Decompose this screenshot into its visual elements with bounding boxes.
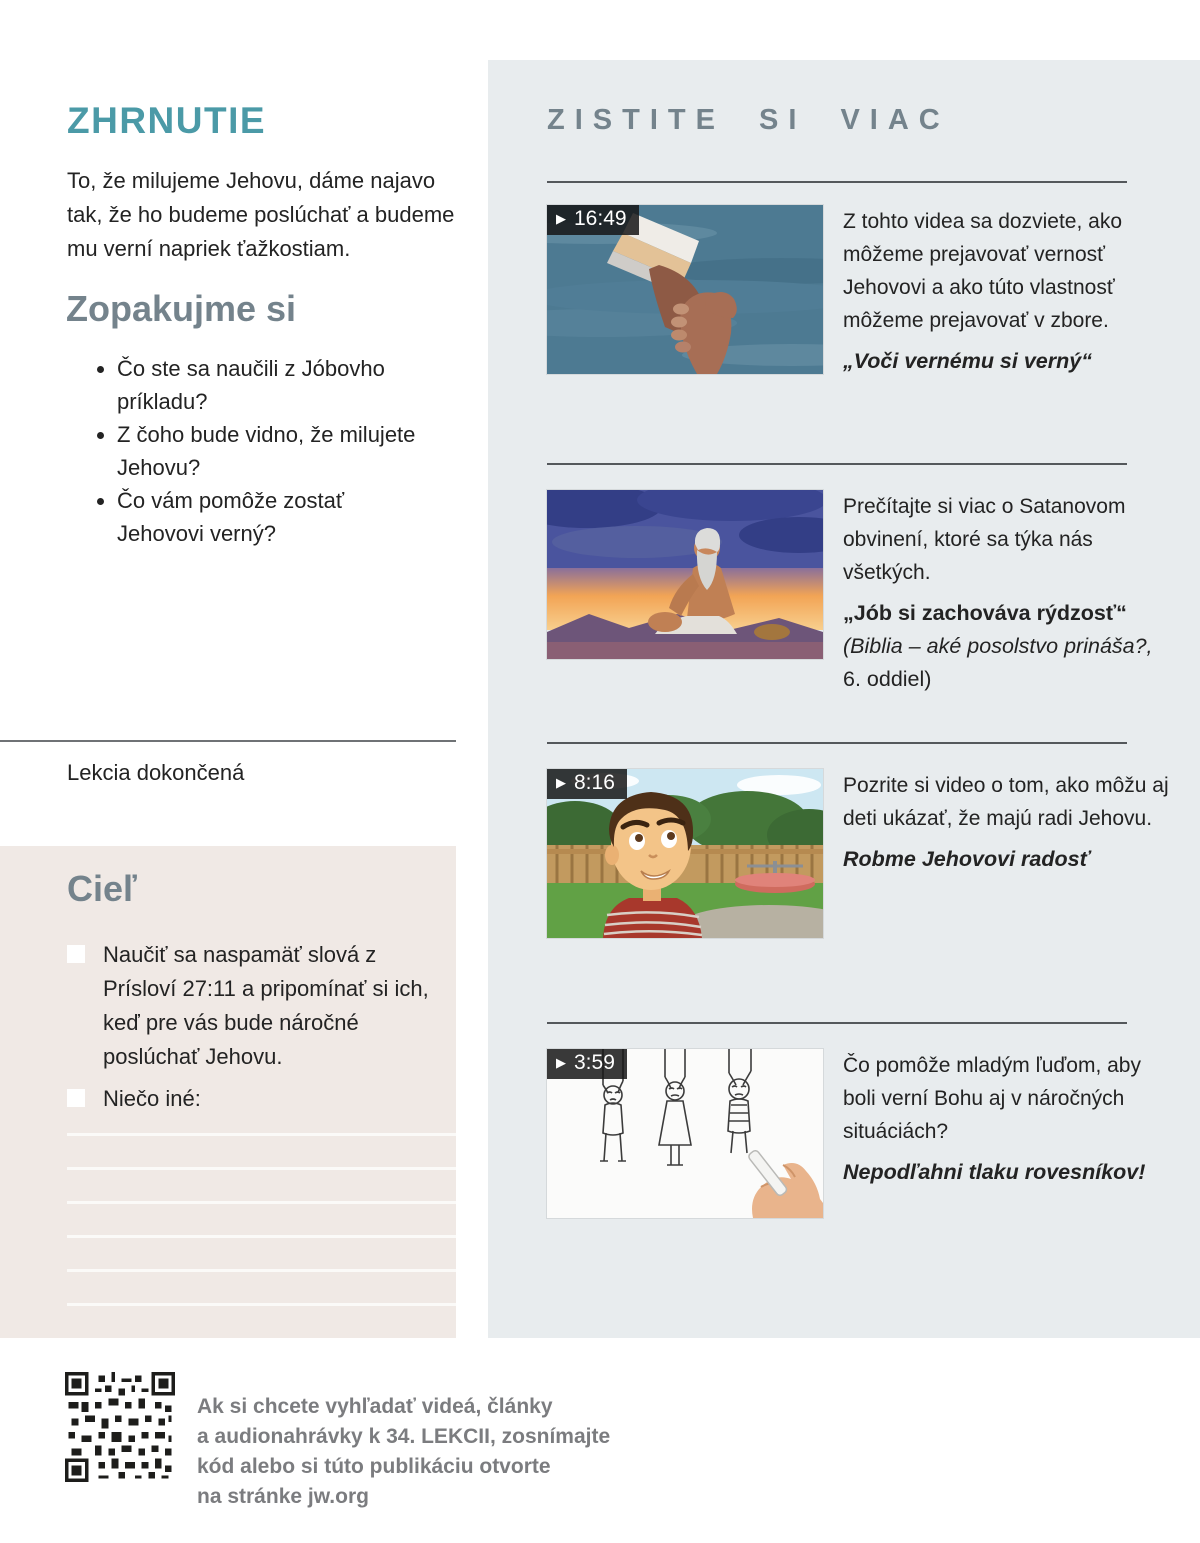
separator-line [547, 1022, 1127, 1024]
media-title[interactable]: „Jób si zachováva rýdzosť“ [843, 601, 1127, 625]
goal-item [67, 1082, 433, 1116]
writing-line [67, 1201, 456, 1204]
video-thumbnail-loyalty[interactable] [547, 205, 823, 374]
media-title[interactable]: Robme Jehovovi radosť [843, 847, 1090, 871]
job-illustration [547, 490, 823, 659]
media-title[interactable]: Nepodľahni tlaku rovesníkov! [843, 1160, 1146, 1184]
duration-label: 16:49 [574, 207, 627, 230]
play-icon: ▶ [556, 1055, 566, 1071]
qr-instructions-line: na stránke jw.org [197, 1485, 369, 1508]
duration-badge [547, 205, 639, 235]
goal-checkbox[interactable] [67, 1089, 85, 1107]
separator-line [547, 463, 1127, 465]
video-thumbnail-children[interactable] [547, 769, 823, 938]
qr-code [65, 1372, 175, 1482]
qr-instructions-line: kód alebo si túto publikáciu otvorte [197, 1455, 551, 1478]
learn-more-heading: ZISTITE SI VIAC [547, 104, 950, 136]
publication-name: (Biblia – aké posolstvo prináša?, [843, 634, 1153, 658]
writing-line [67, 1133, 456, 1136]
media-description: Pozrite si video o tom, ako môžu aj deti ukázať, že majú radi Jehovu. [843, 774, 1169, 830]
goal-panel [0, 846, 456, 1338]
separator-line [547, 181, 1127, 183]
qr-code-graphic [65, 1372, 175, 1482]
goal-item-label: Niečo iné: [103, 1086, 201, 1111]
goal-item-label: Naučiť sa naspamäť slová z Prísloví 27:11 a pripomínať si ich, keď pre vás bude náročné poslúchať Jehovu. [103, 942, 429, 1069]
publication-section: 6. oddiel) [843, 667, 932, 691]
media-title[interactable]: „Voči vernému si verný“ [843, 349, 1092, 373]
summary-heading: ZHRNUTIE [67, 100, 267, 141]
duration-badge [547, 769, 627, 799]
media-description: Prečítajte si viac o Satanovom obvinení, ktoré sa týka nás všetkých. [843, 495, 1126, 584]
writing-line [67, 1167, 456, 1170]
media-text [843, 1049, 1173, 1189]
duration-badge [547, 1049, 627, 1079]
lesson-completed-label: Lekcia dokončená [67, 760, 245, 785]
media-description: Z tohto videa sa dozviete, ako môžeme prejavovať vernosť Jehovovi a ako túto vlastnosť môžeme prejavovať v zbore. [843, 210, 1122, 332]
media-subtitle [843, 630, 1173, 696]
review-question: • Čo vám pomôže zostať Jehovovi verný? [117, 484, 432, 550]
qr-instructions-line: Ak si chcete vyhľadať videá, články [197, 1395, 553, 1418]
writing-line [67, 1235, 456, 1238]
play-icon: ▶ [556, 775, 566, 791]
writing-line [67, 1303, 456, 1306]
duration-label: 3:59 [574, 1051, 615, 1074]
qr-instructions-line: a audionahrávky k 34. LEKCII, zosnímajte [197, 1425, 611, 1448]
review-question: • Z čoho bude vidno, že milujete Jehovu? [117, 418, 432, 484]
writing-line [67, 1269, 456, 1272]
learn-more-panel [488, 60, 1200, 1338]
goal-item [67, 938, 433, 1074]
media-text [843, 490, 1173, 696]
media-row-job-article [547, 490, 1173, 696]
media-row-peer-pressure-video [547, 1049, 1173, 1218]
divider-line [0, 740, 456, 742]
media-row-loyalty-video [547, 205, 1173, 378]
duration-label: 8:16 [574, 771, 615, 794]
qr-instructions [197, 1392, 610, 1512]
media-text [843, 205, 1173, 378]
media-description: Čo pomôže mladým ľuďom, aby boli verní Bohu aj v náročných situáciách? [843, 1054, 1141, 1143]
review-question-list [93, 352, 432, 550]
play-icon: ▶ [556, 211, 566, 227]
summary-text: To, že milujeme Jehovu, dáme najavo tak, že ho budeme poslúchať a budeme mu verní napriek ťažkostiam. [67, 168, 455, 261]
media-text [843, 769, 1173, 876]
separator-line [547, 742, 1127, 744]
article-thumbnail-job[interactable] [547, 490, 823, 659]
review-question: • Čo ste sa naučili z Jóbovho príkladu? [117, 352, 432, 418]
video-thumbnail-peer-pressure[interactable] [547, 1049, 823, 1218]
review-heading: Zopakujme si [66, 288, 297, 329]
media-row-children-video [547, 769, 1173, 938]
goal-checkbox[interactable] [67, 945, 85, 963]
goal-heading: Cieľ [67, 868, 137, 909]
